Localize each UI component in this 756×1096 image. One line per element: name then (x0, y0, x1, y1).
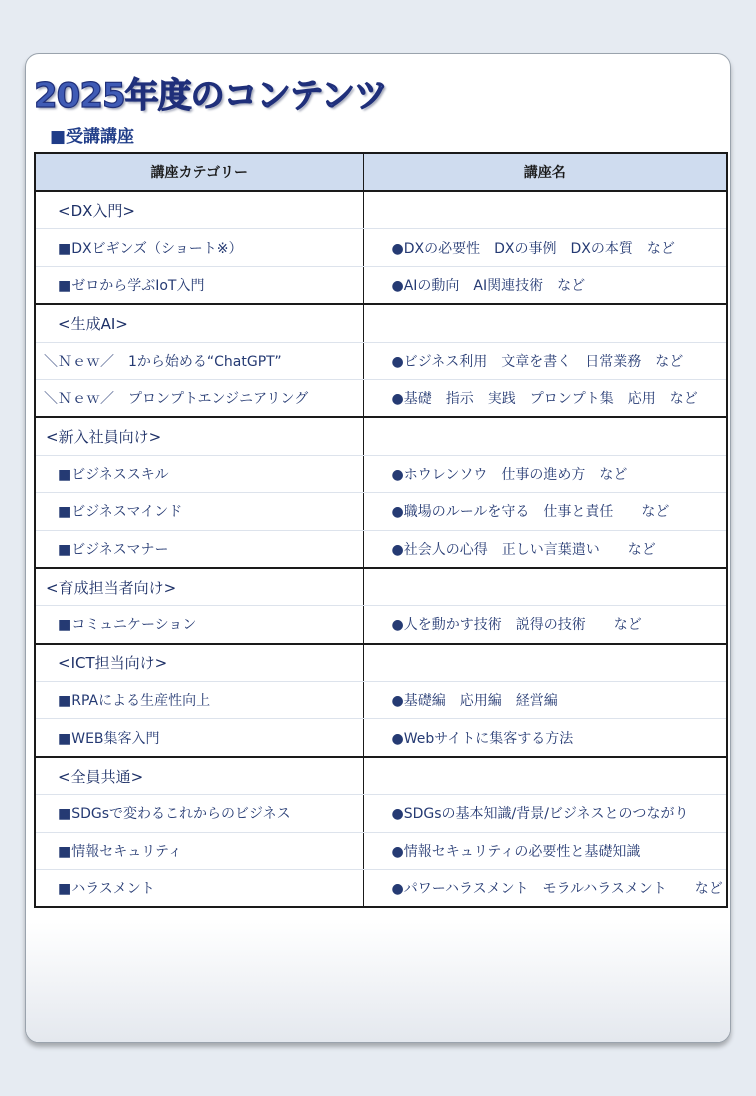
course-cell: ●Webサイトに集客する方法 (363, 719, 727, 757)
category-cell: ■ビジネススキル (35, 455, 363, 492)
course-table (34, 152, 728, 908)
category-cell: ■ビジネスマインド (35, 493, 363, 530)
course-cell: ●SDGsの基本知識/背景/ビジネスとのつながり (363, 795, 727, 832)
category-cell: ■DXビギンズ（ショート※） (35, 229, 363, 266)
table-header-row (35, 153, 727, 191)
header-course: 講座名 (363, 153, 727, 191)
course-cell: ●情報セキュリティの必要性と基礎知識 (363, 832, 727, 869)
group-empty-cell (363, 191, 727, 229)
table-row (35, 342, 727, 379)
group-empty-cell (363, 757, 727, 795)
page-title: 2025年度のコンテンツ (34, 76, 387, 116)
table-row (35, 832, 727, 869)
content-card (25, 53, 731, 1043)
table-row (35, 266, 727, 304)
course-cell: ●基礎 指示 実践 プロンプト集 応用 など (363, 379, 727, 417)
group-row-generative-ai (35, 304, 727, 342)
category-cell: ■情報セキュリティ (35, 832, 363, 869)
course-cell: ●社会人の心得 正しい言葉遣い など (363, 530, 727, 568)
table-row (35, 682, 727, 719)
category-cell: ＼Ｎｅｗ／ 1から始める“ChatGPT” (35, 342, 363, 379)
category-cell: ■SDGsで変わるこれからのビジネス (35, 795, 363, 832)
table-row (35, 455, 727, 492)
group-row-new-employees (35, 417, 727, 455)
group-label: <生成AI> (35, 304, 363, 342)
category-cell: ■ゼロから学ぶIoT入門 (35, 266, 363, 304)
section-heading: ■受講講座 (50, 127, 135, 147)
group-label: <全員共通> (35, 757, 363, 795)
group-label: <新入社員向け> (35, 417, 363, 455)
group-row-trainers (35, 568, 727, 606)
group-label: <DX入門> (35, 191, 363, 229)
category-cell: ■WEB集客入門 (35, 719, 363, 757)
course-cell: ●ビジネス利用 文章を書く 日常業務 など (363, 342, 727, 379)
group-label: <ICT担当向け> (35, 644, 363, 682)
table-row (35, 379, 727, 417)
course-cell: ●人を動かす技術 説得の技術 など (363, 606, 727, 644)
table-row (35, 530, 727, 568)
table-row (35, 606, 727, 644)
category-cell: ■ハラスメント (35, 870, 363, 908)
group-row-ict (35, 644, 727, 682)
group-empty-cell (363, 304, 727, 342)
table-row (35, 493, 727, 530)
course-cell: ●職場のルールを守る 仕事と責任 など (363, 493, 727, 530)
group-label: <育成担当者向け> (35, 568, 363, 606)
group-row-all-staff (35, 757, 727, 795)
category-cell: ■ビジネスマナー (35, 530, 363, 568)
table-row (35, 870, 727, 908)
category-cell: ＼Ｎｅｗ／ プロンプトエンジニアリング (35, 379, 363, 417)
course-cell: ●AIの動向 AI関連技術 など (363, 266, 727, 304)
category-cell: ■RPAによる生産性向上 (35, 682, 363, 719)
course-cell: ●ホウレンソウ 仕事の進め方 など (363, 455, 727, 492)
group-empty-cell (363, 568, 727, 606)
course-cell: ●基礎編 応用編 経営編 (363, 682, 727, 719)
category-cell: ■コミュニケーション (35, 606, 363, 644)
table-row (35, 719, 727, 757)
course-cell: ●DXの必要性 DXの事例 DXの本質 など (363, 229, 727, 266)
header-category: 講座カテゴリー (35, 153, 363, 191)
group-empty-cell (363, 644, 727, 682)
table-row (35, 229, 727, 266)
course-cell: ●パワーハラスメント モラルハラスメント など (391, 881, 723, 898)
table-row (35, 795, 727, 832)
group-row-dx-intro (35, 191, 727, 229)
group-empty-cell (363, 417, 727, 455)
